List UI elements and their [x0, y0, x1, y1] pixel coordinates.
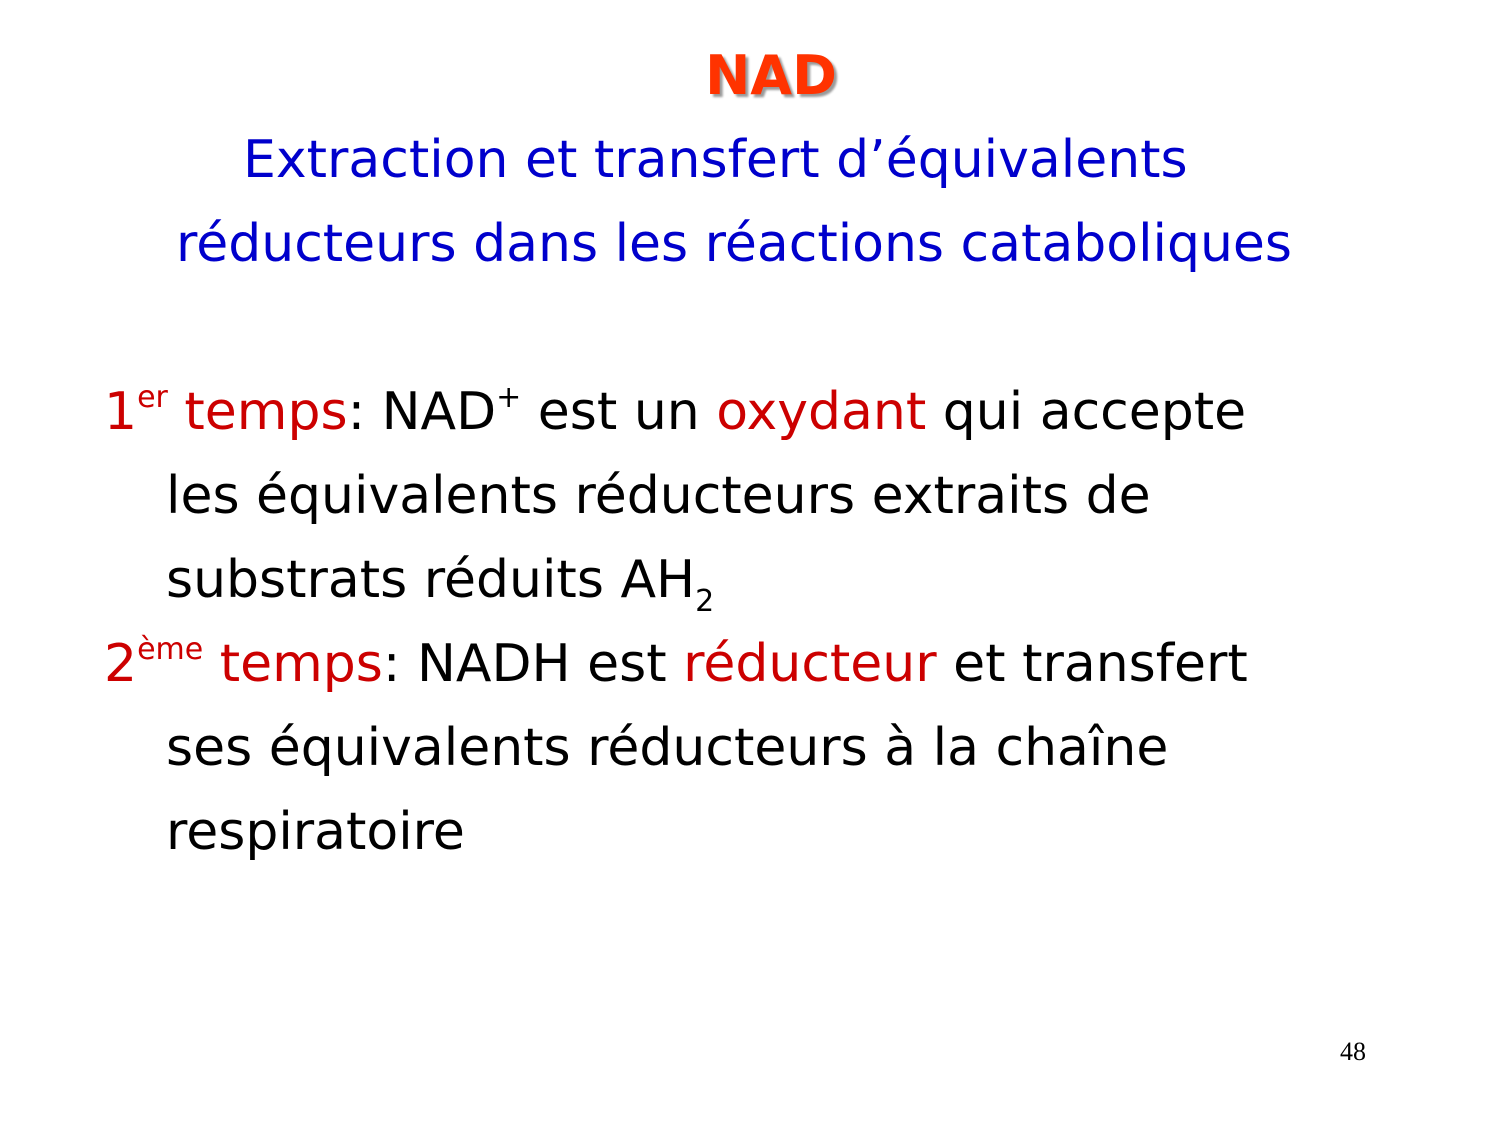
point-1-text-b: est un: [521, 382, 717, 442]
point-1-line-3-text: substrats réduits AH: [166, 550, 696, 610]
point-2-text-b: et transfert: [936, 634, 1248, 694]
slide-title: [0, 40, 1500, 112]
point-1-line-3: [166, 550, 714, 618]
point-1-temps: temps: [184, 382, 348, 442]
page-number: 48: [1340, 1037, 1366, 1066]
point-1-colon: :: [347, 382, 366, 442]
subtitle-line-1: Extraction et transfert d’équivalents: [243, 130, 1188, 190]
point-1-ordinal: er: [137, 380, 168, 415]
point-1-subscript: 2: [695, 584, 715, 619]
point-2-line-2: ses équivalents réducteurs à la chaîne: [166, 718, 1169, 778]
point-2-line-1: [104, 634, 1248, 702]
point-2-line-3: respiratoire: [166, 802, 465, 862]
point-2-role: réducteur: [683, 634, 937, 694]
subtitle-line-2: réducteurs dans les réactions cataboliques: [176, 214, 1293, 274]
point-1-role: oxydant: [716, 382, 927, 442]
point-2-number: 2: [104, 634, 138, 694]
point-2-temps: temps: [219, 634, 383, 694]
point-1-charge: +: [496, 380, 522, 415]
point-1-text-a: NAD: [365, 382, 497, 442]
point-1-line-2: les équivalents réducteurs extraits de: [166, 466, 1151, 526]
point-1-line-1: [104, 382, 1246, 450]
point-2-colon: :: [382, 634, 401, 694]
point-2-ordinal: ème: [137, 632, 204, 667]
point-1-number: 1: [104, 382, 138, 442]
point-2-text-a: NADH est: [400, 634, 684, 694]
title-text: NAD: [705, 44, 837, 107]
point-1-text-c: qui accepte: [926, 382, 1247, 442]
